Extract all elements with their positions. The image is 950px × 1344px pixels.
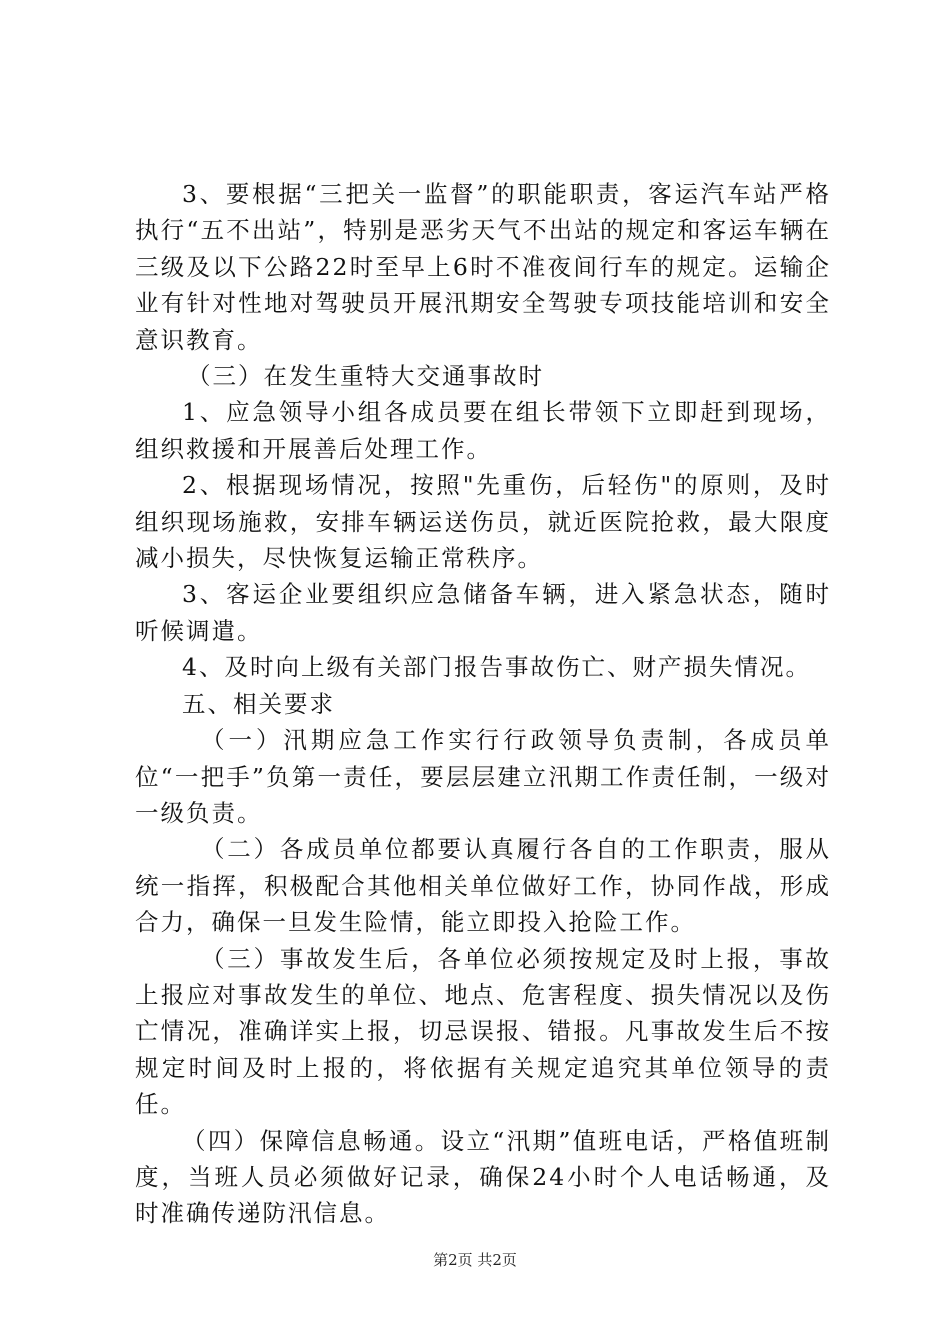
paragraph-item-3-regulations: 3、要根据“三把关一监督”的职能职责，客运汽车站严格执行“五不出站”，特别是恶劣天气不出站的规定和客运车辆在三级及以下公路22时至早上6时不准夜间行车的规定。运输企业有针对性地对驾驶员开展汛期安全驾驶专项技能培训和安全意识教育。 bbox=[135, 180, 831, 354]
paragraph-item-4-report: 4、及时向上级有关部门报告事故伤亡、财产损失情况。 bbox=[182, 653, 811, 682]
paragraph-item-2-rescue: 2、根据现场情况，按照"先重伤，后轻伤"的原则，及时组织现场施救，安排车辆运送伤员，就近医院抢救，最大限度减小损失，尽快恢复运输正常秩序。 bbox=[135, 471, 831, 573]
paragraph-requirement-4: （四）保障信息畅通。设立“汛期”值班电话，严格值班制度，当班人员必须做好记录，确保24小时个人电话畅通，及时准确传递防汛信息。 bbox=[135, 1126, 831, 1228]
paragraph-item-3-reserve-vehicles: 3、客运企业要组织应急储备车辆，进入紧急状态，随时听候调遣。 bbox=[135, 580, 831, 645]
paragraph-item-1-leadership: 1、应急领导小组各成员要在组长带领下立即赶到现场，组织救援和开展善后处理工作。 bbox=[135, 398, 831, 463]
page-number-footer: 第2页 共2页 bbox=[433, 1251, 517, 1269]
section-heading-major-accident: （三）在发生重特大交通事故时 bbox=[187, 362, 544, 391]
section-heading-requirements: 五、相关要求 bbox=[182, 689, 335, 718]
paragraph-requirement-2: （二）各成员单位都要认真履行各自的工作职责，服从统一指挥，积极配合其他相关单位做好工作，协同作战，形成合力，确保一旦发生险情，能立即投入抢险工作。 bbox=[135, 835, 831, 937]
paragraph-requirement-3: （三）事故发生后，各单位必须按规定及时上报，事故上报应对事故发生的单位、地点、危害程度、损失情况以及伤亡情况，准确详实上报，切忌误报、错报。凡事故发生后不按规定时间及时上报的，将依据有关规定追究其单位领导的责任。 bbox=[135, 944, 831, 1119]
paragraph-requirement-1: （一）汛期应急工作实行行政领导负责制，各成员单位“一把手”负第一责任，要层层建立汛期工作责任制，一级对一级负责。 bbox=[135, 726, 831, 827]
document-body bbox=[135, 176, 831, 1232]
